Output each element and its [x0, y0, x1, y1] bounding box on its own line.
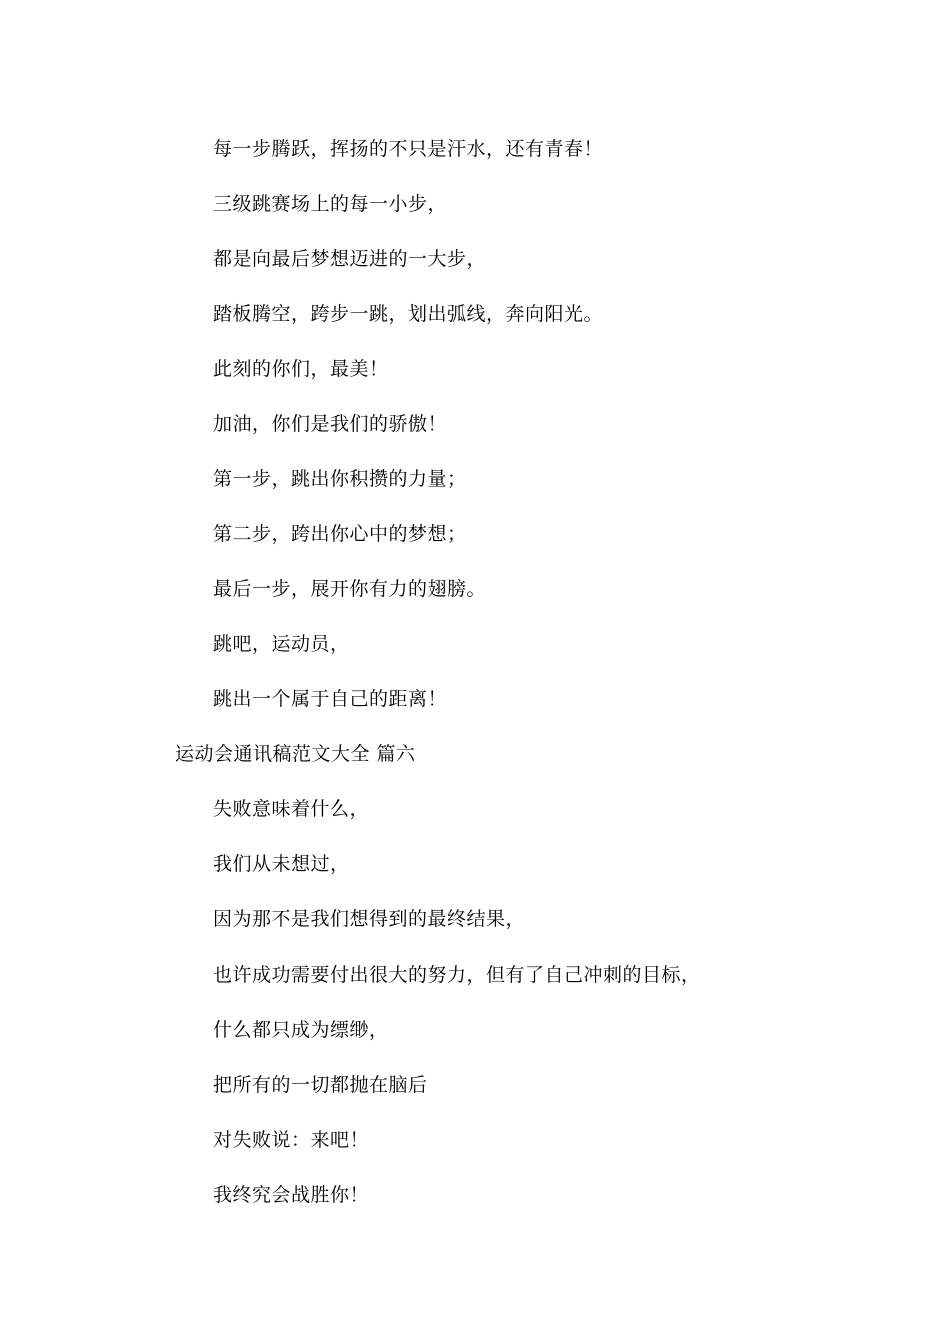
text-line: 最后一步，展开你有力的翅膀。: [213, 578, 487, 600]
text-line: 跳吧，运动员，: [213, 633, 350, 655]
text-line: 把所有的一切都抛在脑后: [213, 1074, 428, 1096]
text-line: 跳出一个属于自己的距离！: [213, 688, 448, 710]
text-line: 第一步，跳出你积攒的力量；: [213, 468, 467, 490]
section-heading: 运动会通讯稿范文大全 篇六: [175, 743, 416, 765]
text-line: 我们从未想过，: [213, 853, 350, 875]
text-line: 第二步，跨出你心中的梦想；: [213, 523, 467, 545]
text-line: 也许成功需要付出很大的努力，但有了自己冲刺的目标，: [213, 964, 701, 986]
text-line: 加油，你们是我们的骄傲！: [213, 413, 448, 435]
text-line: 我终究会战胜你！: [213, 1184, 370, 1206]
text-line: 都是向最后梦想迈进的一大步，: [213, 248, 487, 270]
text-line: 失败意味着什么，: [213, 798, 370, 820]
text-line: 此刻的你们，最美！: [213, 358, 389, 380]
text-line: 踏板腾空，跨步一跳，划出弧线，奔向阳光。: [213, 303, 604, 325]
text-line: 对失败说：来吧！: [213, 1129, 370, 1151]
text-line: 每一步腾跃，挥扬的不只是汗水，还有青春！: [213, 138, 604, 160]
text-line: 什么都只成为缥缈，: [213, 1019, 389, 1041]
text-line: 因为那不是我们想得到的最终结果，: [213, 908, 526, 930]
text-line: 三级跳赛场上的每一小步，: [213, 193, 448, 215]
